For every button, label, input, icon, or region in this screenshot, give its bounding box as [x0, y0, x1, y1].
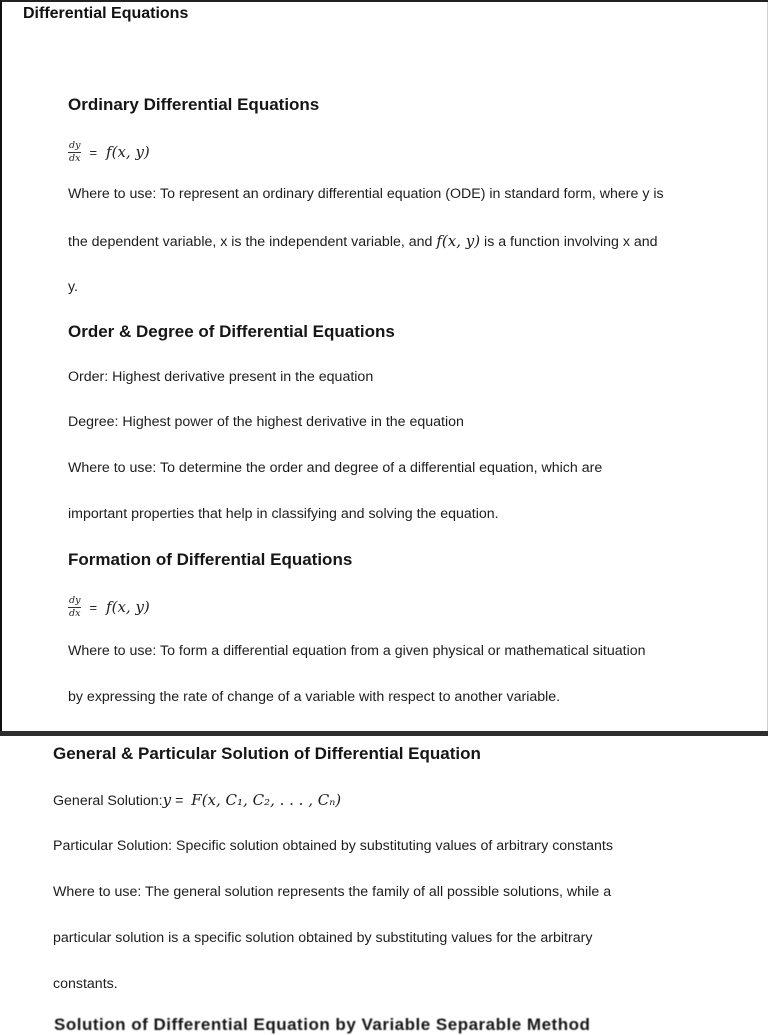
formation-text-line-1: Where to use: To form a differential equation from a given physical or mathematical situation: [68, 643, 646, 659]
order-degree-heading: Order & Degree of Differential Equations: [68, 322, 395, 341]
ode-formula: [68, 141, 150, 163]
fraction-denominator: dx: [69, 152, 81, 164]
degree-definition: Degree: Highest power of the highest derivative in the equation: [68, 414, 464, 430]
formation-formula: [68, 596, 150, 618]
fraction-numerator: dy: [69, 140, 81, 151]
general-solution-label: General Solution:: [53, 793, 163, 809]
general-solution: [53, 791, 341, 809]
ode-text-line-1: Where to use: To represent an ordinary differential equation (ODE) in standard form, where y is: [68, 186, 664, 202]
next-section-heading-cutoff: [54, 1015, 654, 1034]
solution-text-line-2: particular solution is a specific solution obtained by substituting values for the arbitrary: [53, 930, 593, 946]
order-text-line-1: Where to use: To determine the order and degree of a differential equation, which are: [68, 460, 603, 476]
ode-text-line-2-end: is a function involving x and: [480, 234, 658, 250]
fraction-denominator: dx: [69, 607, 81, 619]
fraction-numerator: dy: [69, 595, 81, 606]
general-solution-lhs: y: [162, 791, 172, 809]
order-text-line-2: important properties that help in classifying and solving the equation.: [68, 506, 499, 522]
equals-sign: =: [171, 793, 188, 809]
formation-text-line-2: by expressing the rate of change of a variable with respect to another variable.: [68, 689, 561, 705]
ode-heading: Ordinary Differential Equations: [68, 95, 320, 114]
solution-text-line-3: constants.: [53, 976, 118, 992]
formula-rhs: f(x, y): [106, 143, 150, 161]
formation-heading: Formation of Differential Equations: [68, 550, 353, 569]
ode-text-line-2: [68, 232, 658, 250]
equals-sign: =: [89, 599, 98, 615]
solution-text-line-1: Where to use: The general solution represents the family of all possible solutions, while a: [53, 884, 612, 900]
solution-heading: General & Particular Solution of Differential Equation: [53, 744, 481, 763]
general-solution-rhs: F(x, C₁, C₂, . . . , Cₙ): [191, 791, 342, 809]
derivative-fraction: [68, 596, 81, 618]
formula-rhs: f(x, y): [106, 598, 150, 616]
page-2: [0, 736, 768, 1024]
particular-solution: Particular Solution: Specific solution obtained by substituting values of arbitrary constants: [53, 838, 613, 854]
inline-math: f(x, y): [436, 232, 481, 250]
cutoff-heading-text: Solution of Differential Equation by Variable Separable Method: [54, 1015, 591, 1034]
derivative-fraction: [68, 141, 81, 163]
ode-text-line-3: y.: [68, 279, 78, 295]
order-definition: Order: Highest derivative present in the equation: [68, 369, 374, 385]
equals-sign: =: [89, 144, 98, 160]
ode-text-line-2-start: the dependent variable, x is the independent variable, and: [68, 234, 437, 250]
document-title: Differential Equations: [23, 5, 189, 22]
